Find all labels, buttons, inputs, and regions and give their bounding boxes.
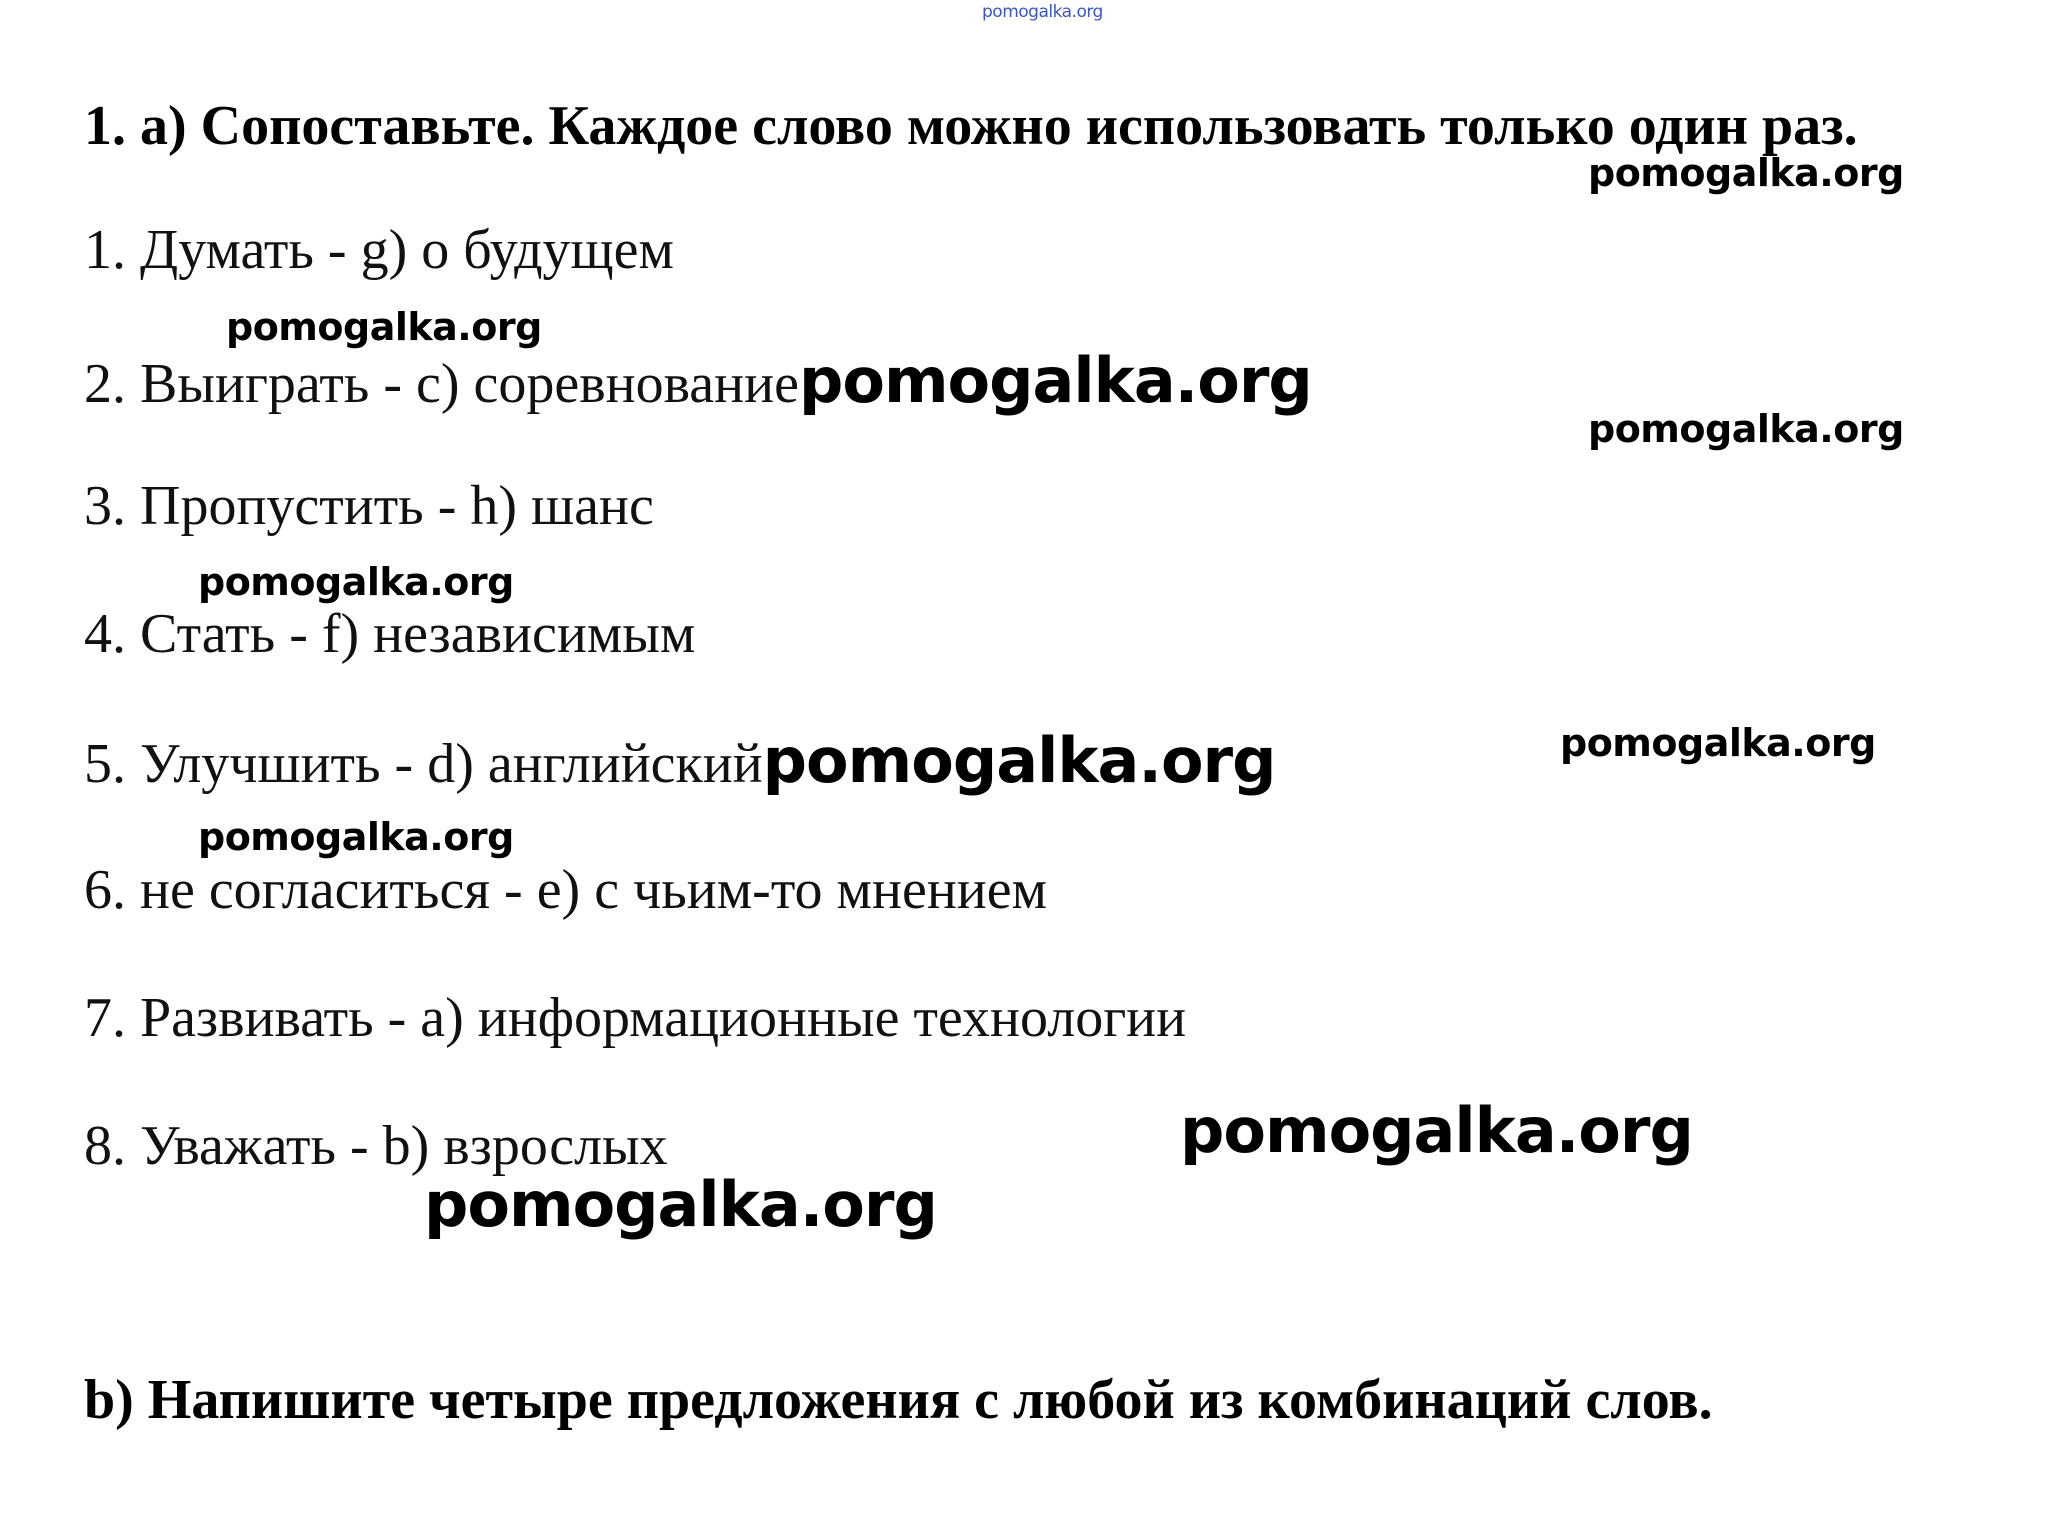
watermark: pomogalka.org: [424, 1168, 937, 1241]
task-a-heading: 1. a) Сопоставьте. Каждое слово можно использовать только один раз.: [84, 95, 1858, 157]
list-item: [84, 475, 654, 537]
item-text: 7. Развивать - a) информационные технологии: [84, 987, 1187, 1049]
list-item: [84, 1115, 668, 1177]
list-item: [84, 724, 1276, 797]
item-text: 2. Выиграть - c) соревнование: [84, 353, 799, 415]
list-item: [84, 859, 1048, 921]
task-b-heading: b) Напишите четыре предложения с любой из комбинаций слов.: [84, 1369, 1713, 1431]
item-text: 5. Улучшить - d) английский: [84, 733, 763, 795]
watermark: pomogalka.org: [226, 305, 542, 349]
watermark: pomogalka.org: [1180, 1094, 1693, 1167]
watermark: pomogalka.org: [1588, 151, 1904, 195]
watermark: pomogalka.org: [1588, 407, 1904, 451]
list-item: [84, 219, 674, 281]
item-text: 1. Думать - g) о будущем: [84, 219, 674, 281]
watermark: pomogalka.org: [198, 815, 514, 859]
watermark: pomogalka.org: [198, 560, 514, 604]
item-text: 6. не согласиться - e) с чьим-то мнением: [84, 859, 1048, 921]
watermark: pomogalka.org: [1560, 721, 1876, 765]
item-text: 4. Стать - f) независимым: [84, 603, 696, 665]
list-item: [84, 603, 696, 665]
item-text: 8. Уважать - b) взрослых: [84, 1115, 668, 1177]
list-item: [84, 344, 1312, 417]
watermark: pomogalka.org: [762, 724, 1276, 797]
list-item: [84, 987, 1187, 1049]
item-text: 3. Пропустить - h) шанс: [84, 475, 654, 537]
watermark: pomogalka.org: [798, 344, 1312, 417]
top-watermark: pomogalka.org: [982, 2, 1103, 22]
